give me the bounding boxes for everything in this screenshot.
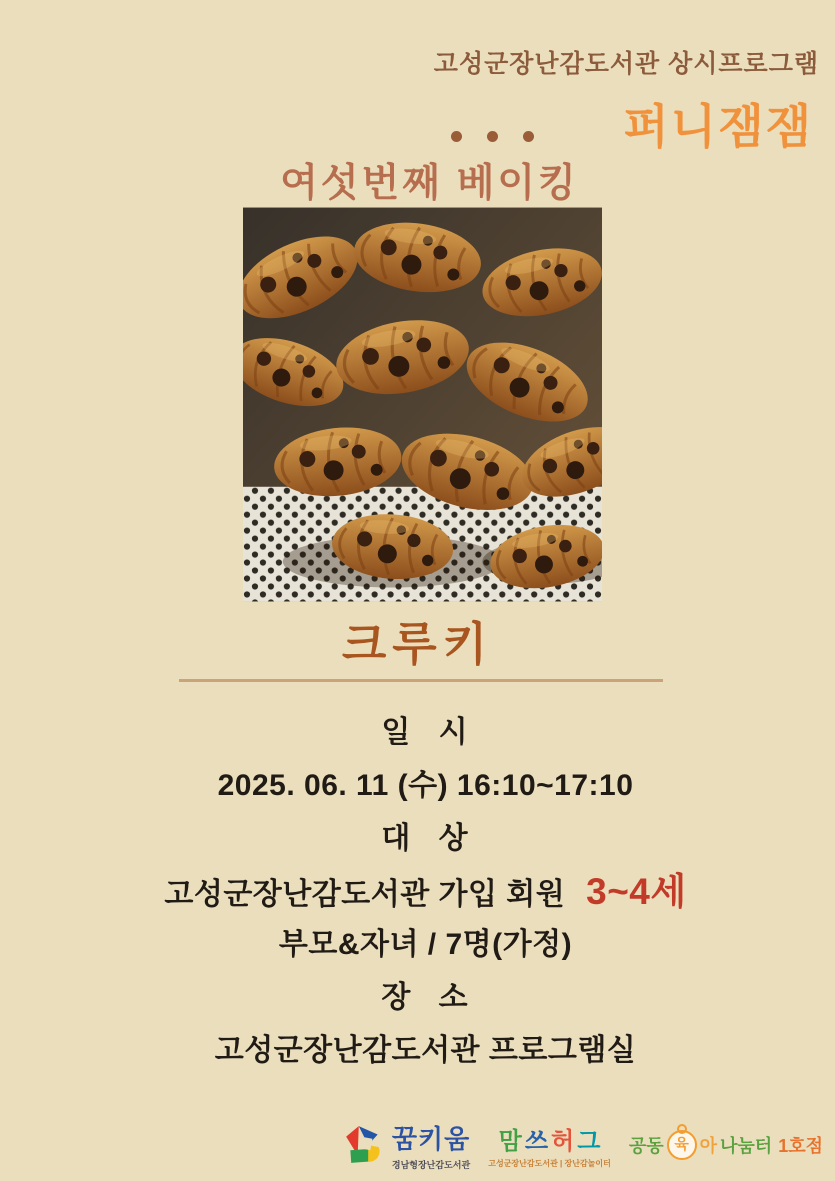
kkumkium-text: [392, 1119, 470, 1171]
details-section: [8, 706, 835, 1077]
divider-line: [179, 679, 663, 682]
momshug-name: [499, 1121, 601, 1156]
crookie-photo: [243, 207, 602, 602]
momshug-caption: 고성군장난감도서관 | 장난감놀이터: [488, 1159, 611, 1168]
momshug-char: 허: [551, 1128, 575, 1155]
nanumteo-circle-badge: 육: [667, 1130, 697, 1160]
momshug-char: 그: [577, 1128, 601, 1155]
datetime-value: 2025. 06. 11 (수) 16:10~17:10: [217, 769, 634, 802]
participants-value: 부모&자녀 / 7명(가정): [278, 928, 573, 961]
target-line: [8, 865, 835, 918]
dot-icon: [523, 131, 534, 142]
momshug-logo: [488, 1121, 611, 1169]
item-title: 크루키: [341, 618, 494, 670]
session-title: 여섯번째 베이킹: [280, 162, 579, 205]
kkumkium-name: 꿈키움: [391, 1124, 471, 1154]
nanumteo-branch: 1호점: [778, 1136, 823, 1156]
decorative-dots: [451, 131, 534, 142]
kkumkium-caption: 경남형장난감도서관: [391, 1160, 471, 1170]
target-label: 대 상: [381, 822, 470, 855]
kkumkium-house-icon: [343, 1124, 385, 1166]
program-label: 고성군장난감도서관 상시프로그램: [433, 50, 819, 78]
kkumkium-logo: [343, 1119, 470, 1171]
dot-icon: [451, 131, 462, 142]
nanumteo-prefix: 공동: [628, 1136, 664, 1156]
target-age: 3~4세: [586, 871, 687, 912]
nanumteo-logo: [629, 1130, 823, 1160]
datetime-label: 일 시: [381, 716, 470, 749]
dot-icon: [487, 131, 498, 142]
place-value: 고성군장난감도서관 프로그램실: [214, 1034, 637, 1067]
place-label: 장 소: [381, 981, 470, 1014]
footer-logos: [343, 1119, 823, 1171]
nanumteo-name: 나눔터: [720, 1136, 773, 1156]
momshug-char: 맘: [498, 1128, 522, 1155]
program-name: 퍼니잼잼: [623, 100, 813, 153]
nanumteo-after-circle: 아: [699, 1136, 718, 1156]
crookie-photo-illustration: [243, 207, 602, 602]
target-value: 고성군장난감도서관 가입 회원: [164, 878, 566, 911]
momshug-char: 쓰: [524, 1128, 549, 1155]
